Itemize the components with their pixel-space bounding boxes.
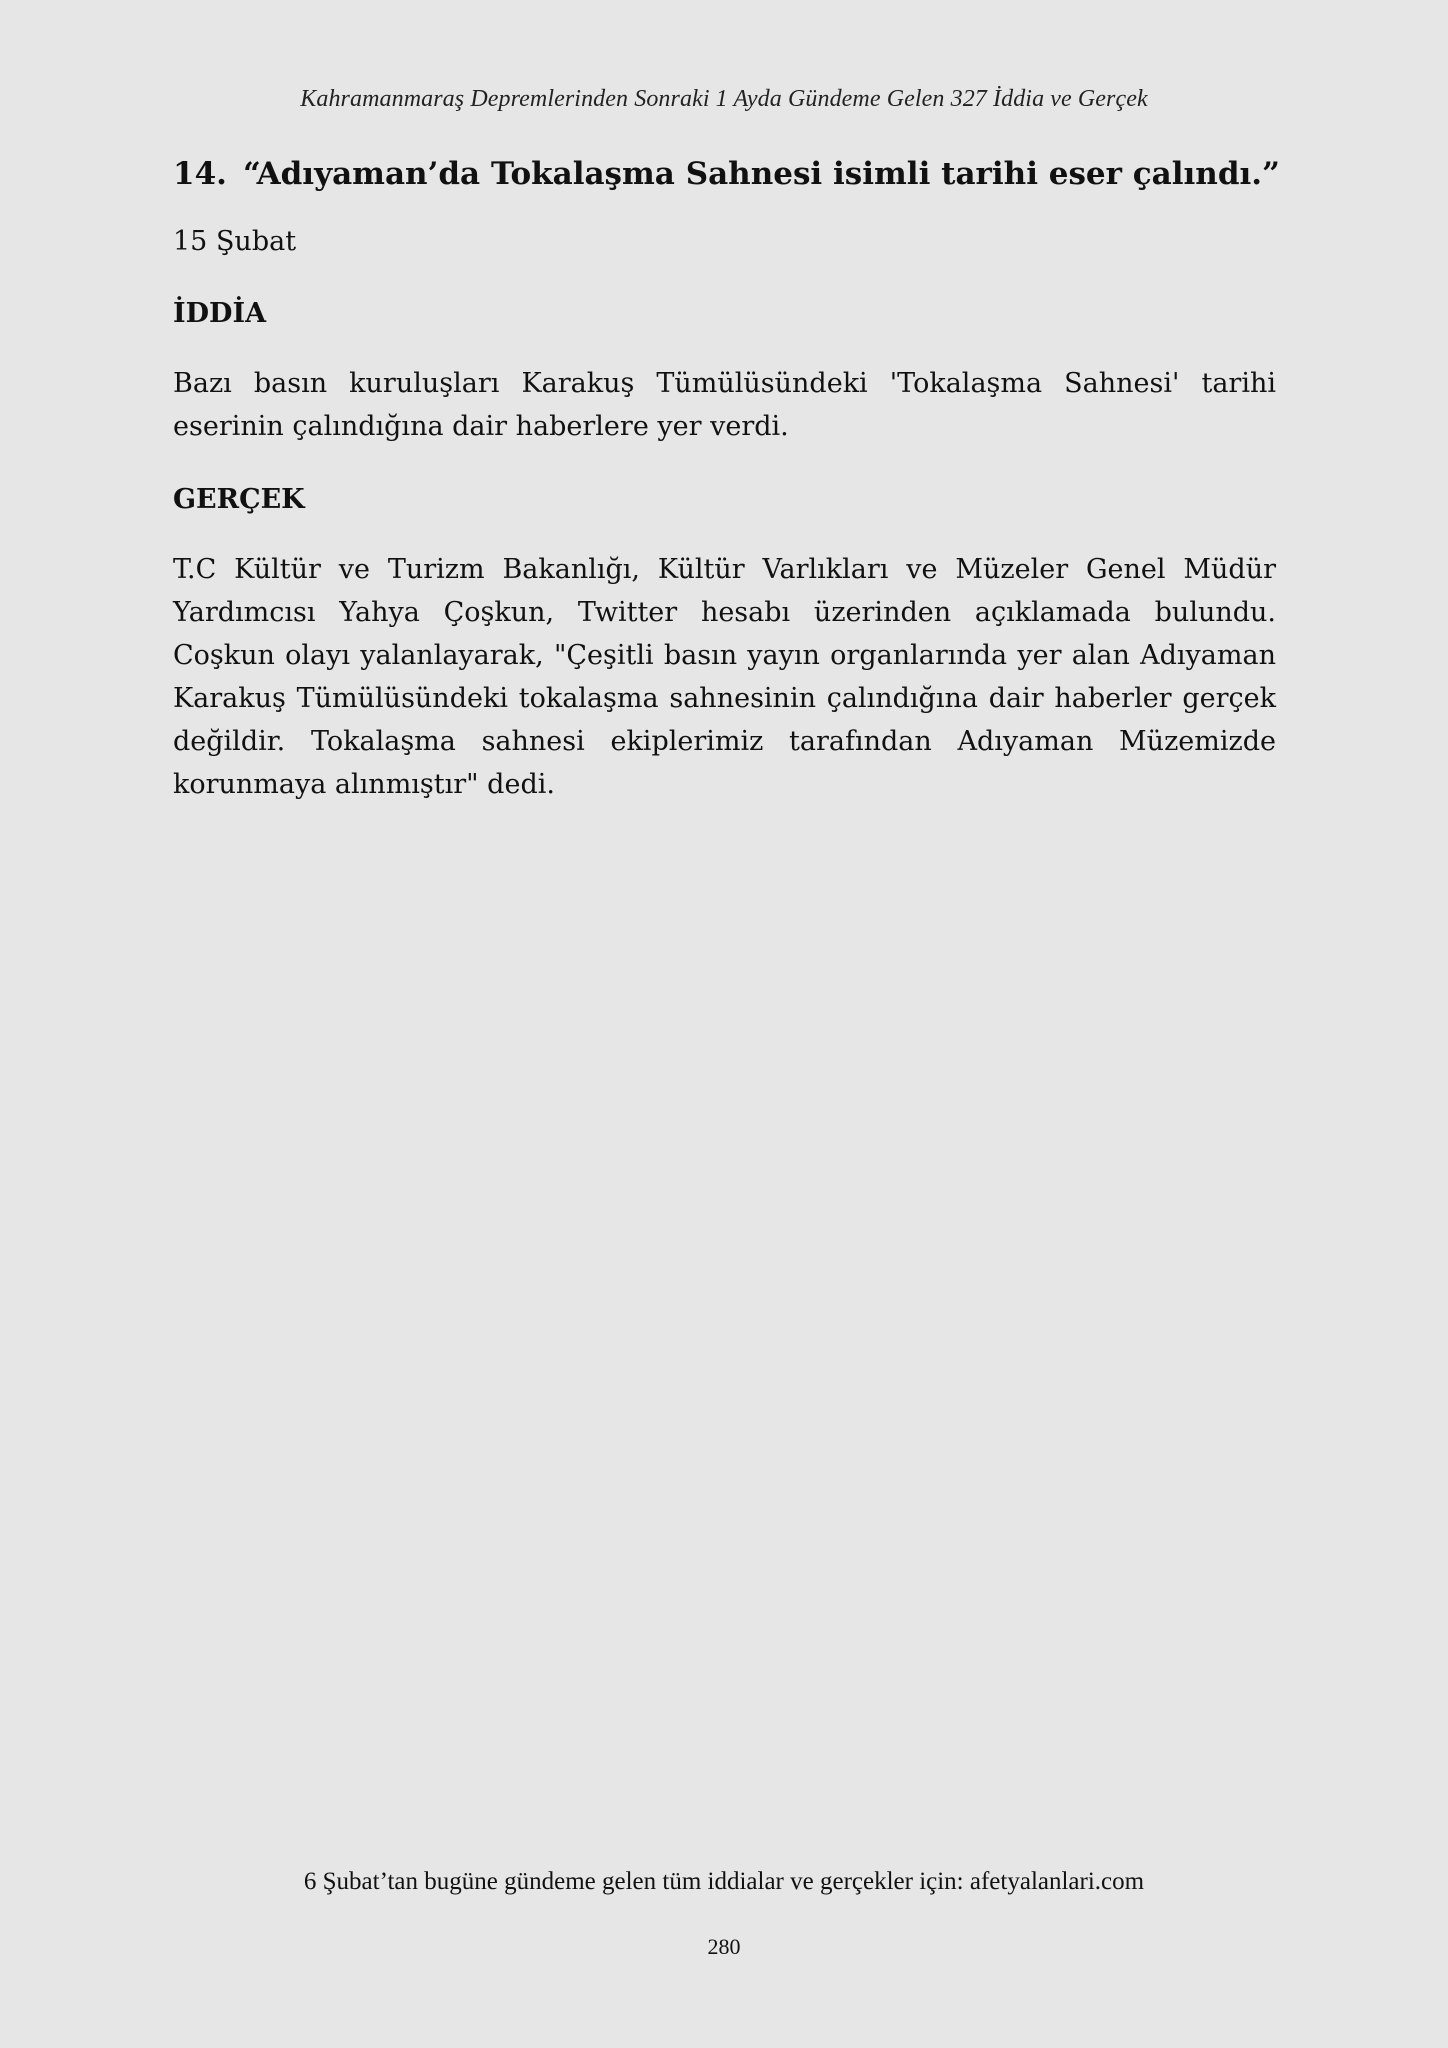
page-number: 280 <box>707 1934 741 1959</box>
fact-section-text: T.C Kültür ve Turizm Bakanlığı, Kültür Varlıkları ve Müzeler Genel Müdür Yardımcısı Yahya Çoşkun, Twitter hesabı üzerinden açıklamada bulundu. Coşkun olayı yalanlayarak, "Çeşitli basın yayın organlarında yer alan Adıyaman Karakuş Tümülüsündeki tokalaşma sahnesinin çalındığına dair haberler gerçek değildir. Tokalaşma sahnesi ekiplerimiz tarafından Adıyaman Müzemizde korunmaya alınmıştır" dedi. <box>173 554 1276 800</box>
claim-number: 14. <box>173 156 227 192</box>
claim-section-heading: İDDİA <box>173 298 267 329</box>
footer-note: 6 Şubat’tan bugüne gündeme gelen tüm iddialar ve gerçekler için: afetyalanlari.com <box>303 1868 1145 1895</box>
claim-section-text: Bazı basın kuruluşları Karakuş Tümülüsündeki 'Tokalaşma Sahnesi' tarihi eserinin çalındığına dair haberlere yer verdi. <box>173 368 1276 442</box>
claim-title <box>173 152 1280 196</box>
fact-section-heading: GERÇEK <box>173 484 305 515</box>
main-content <box>173 152 1280 806</box>
claim-date: 15 Şubat <box>173 226 297 257</box>
running-header: Kahramanmaraş Depremlerinden Sonraki 1 Ayda Gündeme Gelen 327 İddia ve Gerçek <box>300 86 1148 112</box>
claim-title-text: “Adıyaman’da Tokalaşma Sahnesi isimli tarihi eser çalındı.” <box>243 156 1280 192</box>
